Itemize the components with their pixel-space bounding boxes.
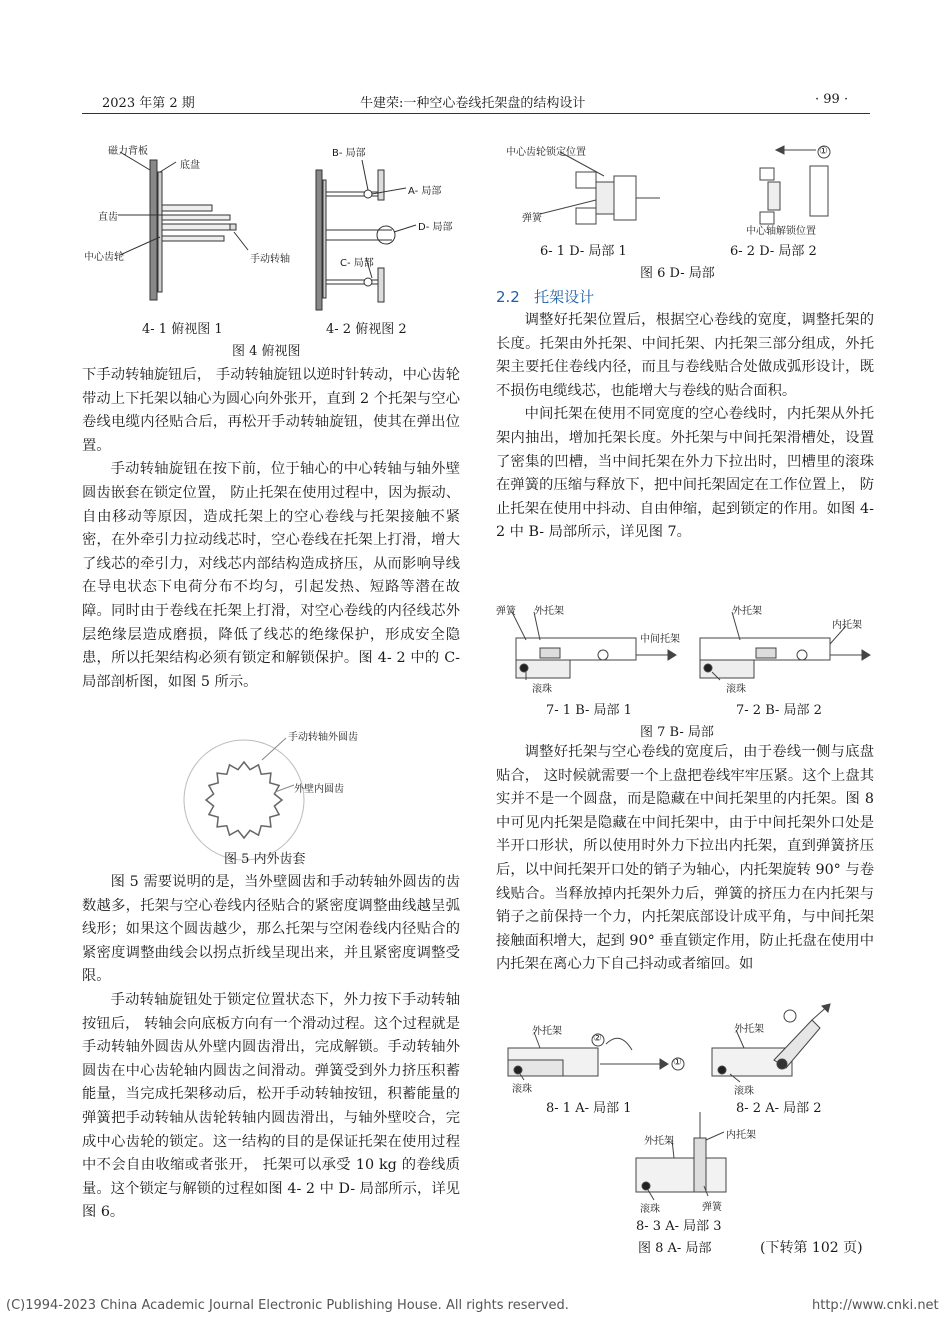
fig4-label-center-gear: 中心齿轮 [84, 252, 124, 263]
section-title: 托架设计 [534, 288, 595, 306]
fig7-label-ball-2: 滚珠 [726, 684, 746, 695]
fig4-subcaption-2: 4- 2 俯视图 2 [326, 322, 407, 337]
journal-issue: 2023 年第 2 期 [102, 96, 195, 111]
fig6-label-lock-position: 中心齿轮锁定位置 [506, 147, 586, 158]
fig6-label-spring: 弹簧 [522, 213, 542, 224]
fig4-caption: 图 4 俯视图 [232, 344, 301, 359]
fig4-label-magnet-back: 磁力背板 [108, 146, 148, 157]
fig4-label-manual-shaft: 手动转轴 [250, 254, 290, 265]
fig4-label-straight-gear: 直齿 [98, 212, 118, 223]
fig8-label-outer-bracket: 外托架 [532, 1026, 562, 1037]
fig7-label-inner-bracket: 内托架 [832, 620, 862, 631]
fig7-label-ball: 滚珠 [532, 684, 552, 695]
fig8-label-outer-bracket-3: 外托架 [644, 1136, 674, 1147]
fig8-label-inner-bracket: 内托架 [726, 1130, 756, 1141]
left-paragraph-4: 手动转轴旋钮处于锁定位置状态下，外力按下手动转轴按钮后， 转轴会向底板方向有一个滑动过程。这个过程就是手动转轴外圆齿从外壁内圆齿滑出，完成解锁。手动转轴外圆齿在中心齿轮轴内圆齿之间滑动。弹簧受到外力挤压积蓄能量，当完成托架移动后，松开手动转轴按钮，积蓄能量的弹簧把手动转轴从齿轮转轴内圆齿滑出，与轴外壁咬合，完成中心齿轮的锁定。这一结构的目的是保证托架在使用过程中不会自由收缩或者张开， 托架可以承受 10 kg 的卷线质量。这个锁定与解锁的过程如图 4- 2 中 D- 局部所示，详见图 6。 [82, 991, 460, 1221]
right-paragraph-1: 调整好托架位置后，根据空心卷线的宽度，调整托架的长度。托架由外托架、中间托架、内托架三部分组成，外托架主要托住卷线内径，而且与卷线贴合处做成弧形设计，既不损伤电缆线芯，也能增大与卷线的贴合面积。 [496, 312, 874, 399]
fig7-label-spring: 弹簧 [496, 606, 516, 617]
fig7-caption: 图 7 B- 局部 [640, 725, 714, 740]
fig4-label-part-d: D- 局部 [418, 222, 453, 233]
fig8-label-ball-2: 滚珠 [734, 1086, 754, 1097]
fig4-label-part-a: A- 局部 [408, 186, 442, 197]
section-number: 2.2 [496, 288, 520, 306]
right-paragraph-3: 调整好托架与空心卷线的宽度后，由于卷线一侧与底盘贴合， 这时候就需要一个上盘把卷线牢牢压紧。这个上盘其实并不是一个圆盘，而是隐藏在中间托架里的内托架。图 8 中可见内托架是隐藏在中间托架中，由于中间托架外口处是半开口形状，所以使用时外力下拉出内托架，直到弹簧挤压后，以中间托架开口处的销子为轴心，内托架旋转 90° 与卷线贴合。当释放掉内托架外力后，弹簧的挤压力在内托架与销子之前保持一个力，内托架底部设计成平角，与中间托架接触面积增大，起到 90° 垂直锁定作用，防止托盘在使用中内托架在离心力下自己抖动或者缩回。如 [496, 744, 874, 973]
copyright-text: (C)1994-2023 China Academic Journal Electronic Publishing House. All rights reserved. [6, 1298, 569, 1313]
fig4-label-part-b: B- 局部 [332, 148, 366, 159]
running-title: 牛建荣:一种空心卷线托架盘的结构设计 [360, 96, 586, 111]
continued-note: (下转第 102 页) [760, 1240, 863, 1256]
left-paragraph-2: 手动转轴旋钮在按下前，位于轴心的中心转轴与轴外壁圆齿嵌套在锁定位置， 防止托架在使用过程中，因为振动、自由移动等原因，造成托架上的空心卷线与托架接触不紧密，在外牵引力拉动线芯时，空心卷线在托架上打滑，增大了线芯的牵引力，对线芯内部结构造成挤压，从而影响导线在导电状态下电荷分布不均匀，引起发热、短路等潜在故障。同时由于卷线在托架上打滑，对空心卷线的内径线芯外层绝缘层造成磨损，降低了线芯的绝缘保护，形成安全隐患，所以托架结构必须有锁定和解锁保护。图 4- 2 中的 C- 局部剖析图，如图 5 所示。 [82, 461, 460, 690]
fig7-label-outer-bracket: 外托架 [534, 606, 564, 617]
right-paragraph-2: 中间托架在使用不同宽度的空心卷线时，内托架从外托架内抽出，增加托架长度。外托架与中间托架滑槽处，设置了密集的凹槽，当中间托架在外力下拉出时，凹槽里的滚珠在弹簧的压缩与释放下，把中间托架固定在工作位置上， 防止托架在使用中抖动、自由伸缩，起到锁定的作用。如图 4- 2 中 B- 局部所示，详见图 7。 [496, 406, 874, 541]
fig7-label-middle-bracket: 中间托架 [640, 634, 680, 645]
fig6-subcaption-2: 6- 2 D- 局部 2 [730, 244, 817, 259]
fig7-label-outer-bracket-2: 外托架 [732, 606, 762, 617]
fig8-subcaption-3: 8- 3 A- 局部 3 [636, 1219, 722, 1234]
fig6-caption: 图 6 D- 局部 [640, 266, 715, 281]
fig8-label-spring: 弹簧 [702, 1202, 722, 1213]
fig8-caption: 图 8 A- 局部 [638, 1241, 712, 1256]
fig5-label-outer-teeth: 手动转轴外圆齿 [288, 732, 358, 743]
fig5-caption: 图 5 内外齿套 [224, 852, 306, 867]
left-paragraph-3: 图 5 需要说明的是，当外壁圆齿和手动转轴外圆齿的齿数越多，托架与空心卷线内径贴合的紧密度调整曲线越呈弧线形；如果这个圆齿越少，那么托架与空闲卷线内径贴合的紧密度调整曲线会以拐点折线呈现出来，并且紧密度调整受限。 [82, 874, 460, 985]
fig8-circle-2: ② [593, 1033, 602, 1044]
fig7-subcaption-1: 7- 1 B- 局部 1 [546, 703, 632, 718]
fig8-label-ball: 滚珠 [512, 1084, 532, 1095]
fig8-subcaption-1: 8- 1 A- 局部 1 [546, 1101, 632, 1116]
fig8-circle-1: ① [673, 1057, 682, 1068]
fig8-label-outer-bracket-2: 外托架 [734, 1024, 764, 1035]
fig8-subcaption-2: 8- 2 A- 局部 2 [736, 1101, 822, 1116]
fig4-label-base: 底盘 [180, 160, 200, 171]
fig4-label-part-c: C- 局部 [340, 258, 374, 269]
page-number: · 99 · [815, 92, 849, 107]
fig7-subcaption-2: 7- 2 B- 局部 2 [736, 703, 822, 718]
fig5-label-inner-teeth: 外壁内圆齿 [294, 784, 344, 795]
fig6-circle-1: ① [819, 146, 828, 157]
fig4-subcaption-1: 4- 1 俯视图 1 [142, 322, 223, 337]
fig8-label-ball-3: 滚珠 [640, 1204, 660, 1215]
left-paragraph-1: 下手动转轴旋钮后， 手动转轴旋钮以逆时针转动，中心齿轮带动上下托架以轴心为圆心向外张开，直到 2 个托架与空心卷线电缆内径贴合后，再松开手动转轴旋钮，使其在弹出位置。 [82, 367, 460, 454]
cnki-url: http://www.cnki.net [812, 1298, 939, 1313]
fig6-subcaption-1: 6- 1 D- 局部 1 [540, 244, 627, 259]
fig6-label-unlock-position: 中心轴解锁位置 [746, 226, 816, 237]
